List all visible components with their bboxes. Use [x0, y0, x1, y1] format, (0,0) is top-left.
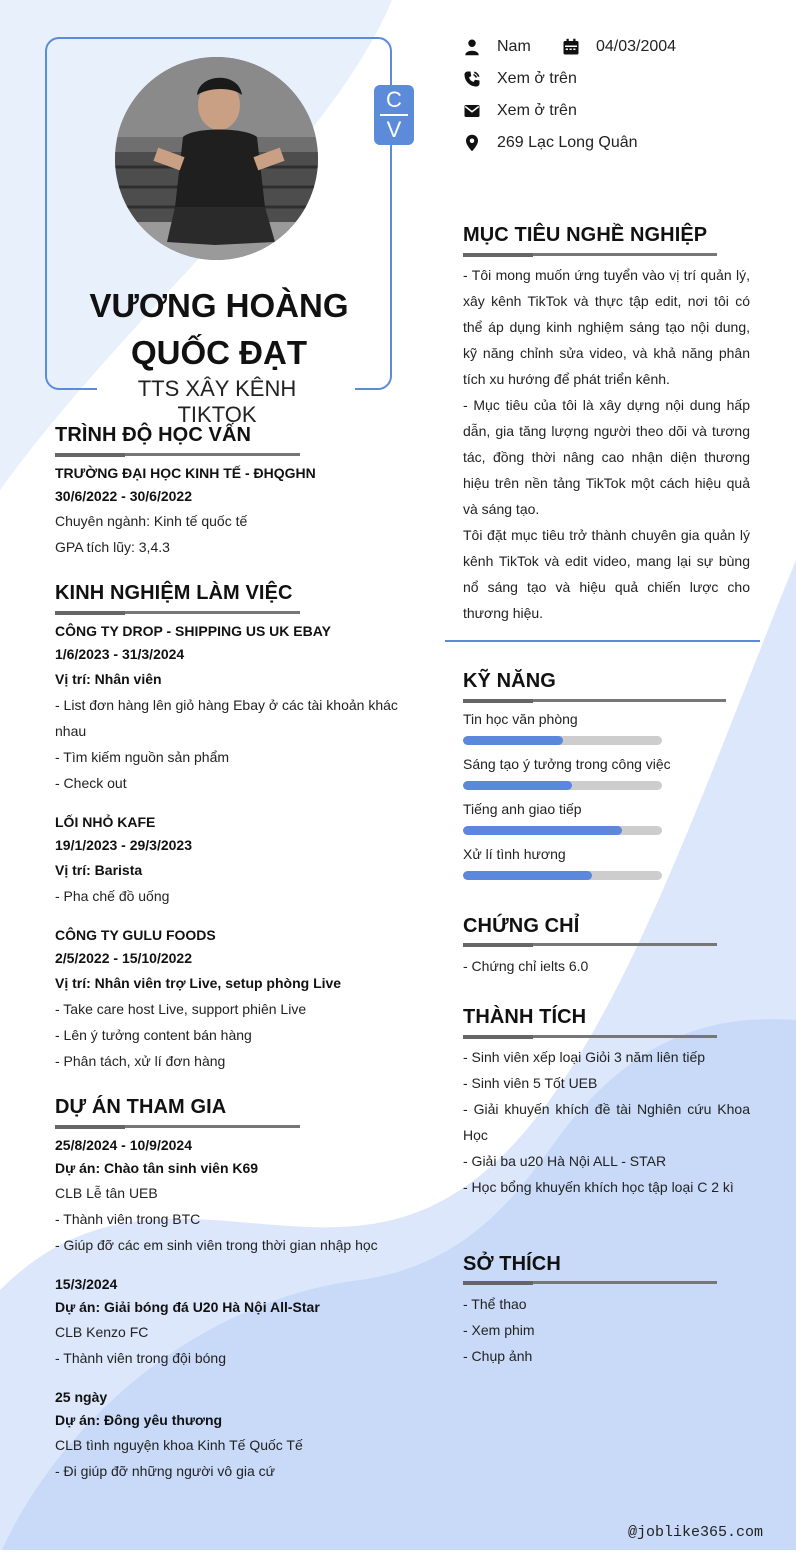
contact-dob: 04/03/2004 [596, 38, 677, 55]
education-school: TRƯỜNG ĐẠI HỌC KINH TẾ - ĐHQGHN [55, 465, 316, 481]
job-position: Vị trí: Nhân viên trợ Live, setup phòng Live [55, 975, 342, 991]
project-task: - Giúp đỡ các em sinh viên trong thời gian nhập học [55, 1237, 378, 1253]
avatar [115, 57, 318, 260]
person-icon [463, 38, 481, 56]
cv-badge-top: C [386, 87, 402, 112]
job-task: - Check out [55, 775, 127, 791]
contact-dob-row [562, 38, 676, 56]
hobby-item: - Chụp ảnh [463, 1348, 533, 1364]
job-company: CÔNG TY GULU FOODS [55, 927, 216, 943]
job-period: 1/6/2023 - 31/3/2024 [55, 646, 185, 662]
cv-badge-divider [380, 114, 408, 116]
contact-email-row [463, 102, 577, 120]
job-task: - Pha chế đồ uống [55, 888, 170, 904]
phone-icon [463, 70, 481, 88]
candidate-name [60, 282, 378, 376]
hobby-item: - Thể thao [463, 1296, 527, 1312]
certificate-item: - Chứng chỉ ielts 6.0 [463, 958, 589, 974]
skill-bar-fill [463, 736, 563, 745]
candidate-role: TTS XÂY KÊNH TIKTOK [137, 376, 297, 427]
contact-email: Xem ở trên [497, 102, 577, 119]
location-pin-icon [463, 134, 481, 152]
project-org: CLB Lễ tân UEB [55, 1185, 158, 1201]
contact-address-row [463, 134, 638, 152]
hobbies-underline [463, 1281, 717, 1284]
job-company: LỐI NHỎ KAFE [55, 814, 156, 830]
hobbies-title: SỞ THÍCH [463, 1253, 561, 1275]
contact-address: 269 Lạc Long Quân [497, 134, 638, 151]
envelope-icon [463, 102, 481, 120]
certificates-title: CHỨNG CHỈ [463, 915, 580, 937]
project-org: CLB Kenzo FC [55, 1324, 149, 1340]
projects-underline [55, 1125, 300, 1128]
objective-paragraph-3: Tôi đặt mục tiêu trở thành chuyên gia quản lý kênh TikTok và edit video, mang lại sự bùng nổ sáng tạo và hiệu quả chiến lược cho thương hiệu. [463, 527, 750, 621]
project-name: Dự án: Chào tân sinh viên K69 [55, 1160, 259, 1176]
objective-title: MỤC TIÊU NGHỀ NGHIỆP [463, 224, 708, 246]
skill-label: Tiếng anh giao tiếp [463, 801, 582, 817]
cv-badge [374, 85, 414, 145]
achievement-item: - Học bổng khuyến khích học tập loại C 2 kì [463, 1179, 734, 1195]
achievements-underline [463, 1035, 717, 1038]
name-line-2: QUỐC ĐẠT [131, 334, 307, 371]
achievement-item: - Sinh viên 5 Tốt UEB [463, 1075, 598, 1091]
contact-gender: Nam [497, 38, 531, 55]
footer-watermark: @joblike365.com [627, 1524, 763, 1541]
skill-bar-fill [463, 826, 622, 835]
calendar-icon [562, 38, 580, 56]
contact-phone-row [463, 70, 577, 88]
section-divider [445, 640, 760, 642]
skill-bar [463, 736, 662, 745]
cv-badge-bottom: V [386, 117, 402, 142]
job-period: 19/1/2023 - 29/3/2023 [55, 837, 193, 853]
achievement-item: - Giải ba u20 Hà Nội ALL - STAR [463, 1153, 667, 1169]
skill-bar-fill [463, 871, 592, 880]
skill-label: Xử lí tình hương [463, 846, 566, 862]
experience-title: KINH NGHIỆM LÀM VIỆC [55, 582, 293, 604]
job-period: 2/5/2022 - 15/10/2022 [55, 950, 193, 966]
education-gpa: GPA tích lũy: 3,4.3 [55, 539, 170, 555]
skills-title: KỸ NĂNG [463, 670, 556, 692]
achievements-title: THÀNH TÍCH [463, 1006, 587, 1028]
job-company: CÔNG TY DROP - SHIPPING US UK EBAY [55, 623, 331, 639]
job-task: - List đơn hàng lên giỏ hàng Ebay ở các tài khoản khác [55, 697, 398, 713]
skill-bar [463, 871, 662, 880]
objective-paragraph-1: - Tôi mong muốn ứng tuyển vào vị trí quản lý, xây kênh TikTok và thực tập edit, nơi tôi có thể áp dụng kinh nghiệm sáng tạo nội dung, kỹ năng chỉnh sửa video, và khả năng phân tích xu hướng để phát triển kênh. [463, 267, 750, 387]
achievement-item: - Sinh viên xếp loại Giỏi 3 năm liên tiếp [463, 1049, 706, 1065]
project-org: CLB tình nguyện khoa Kinh Tế Quốc Tế [55, 1437, 303, 1453]
education-underline [55, 453, 300, 456]
project-name: Dự án: Giải bóng đá U20 Hà Nội All-Star [55, 1299, 320, 1315]
projects-title: DỰ ÁN THAM GIA [55, 1096, 227, 1118]
job-task: nhau [55, 723, 87, 739]
certificates-underline [463, 943, 717, 946]
project-period: 25 ngày [55, 1389, 108, 1405]
job-position: Vị trí: Barista [55, 862, 143, 878]
project-task: - Thành viên trong BTC [55, 1211, 201, 1227]
job-task: - Tìm kiếm nguồn sản phẩm [55, 749, 230, 765]
contact-gender-row [463, 38, 531, 56]
project-task: - Đi giúp đỡ những người vô gia cứ [55, 1463, 276, 1479]
skill-label: Sáng tạo ý tưởng trong công việc [463, 756, 671, 772]
hobby-item: - Xem phim [463, 1322, 535, 1338]
project-period: 25/8/2024 - 10/9/2024 [55, 1137, 193, 1153]
experience-underline [55, 611, 300, 614]
job-task: - Phân tách, xử lí đơn hàng [55, 1053, 226, 1069]
project-name: Dự án: Đông yêu thương [55, 1412, 223, 1428]
name-line-1: VƯƠNG HOÀNG [89, 287, 349, 324]
skill-bar-fill [463, 781, 572, 790]
skill-bar [463, 781, 662, 790]
project-period: 15/3/2024 [55, 1276, 118, 1292]
job-task: - Lên ý tưởng content bán hàng [55, 1027, 252, 1043]
education-period: 30/6/2022 - 30/6/2022 [55, 488, 193, 504]
skill-bar [463, 826, 662, 835]
education-major: Chuyên ngành: Kinh tế quốc tế [55, 513, 248, 529]
job-task: - Take care host Live, support phiên Live [55, 1001, 307, 1017]
contact-phone: Xem ở trên [497, 70, 577, 87]
job-position: Vị trí: Nhân viên [55, 671, 162, 687]
skills-underline [463, 699, 726, 702]
project-task: - Thành viên trong đội bóng [55, 1350, 226, 1366]
education-title: TRÌNH ĐỘ HỌC VẤN [55, 424, 252, 446]
achievement-item: - Giải khuyến khích đề tài Nghiên cứu Khoa Học [463, 1101, 750, 1143]
objective-underline [463, 253, 717, 256]
skill-label: Tin học văn phòng [463, 711, 578, 727]
objective-paragraph-2: - Mục tiêu của tôi là xây dựng nội dung hấp dẫn, gia tăng lượng người theo dõi và tương tác, đồng thời nâng cao nhận diện thương hiệu trên nền tảng TikTok một cách hiệu quả và sáng tạo. [463, 397, 750, 517]
